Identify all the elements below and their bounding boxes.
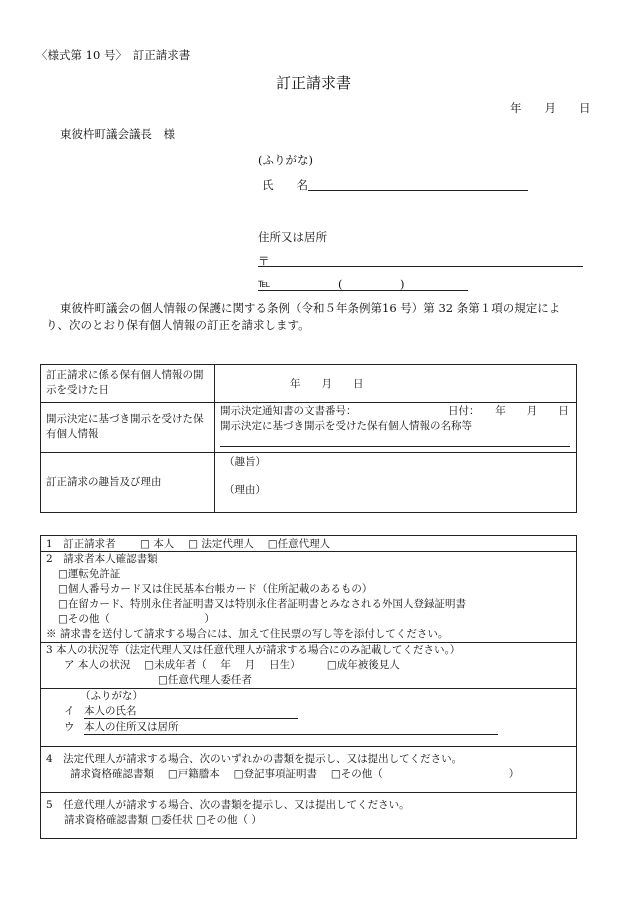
purpose-label: （趣旨） bbox=[224, 456, 266, 468]
section3-title: 3 本人の状況等（法定代理人又は任意代理人が請求する場合にのみ記載してください。） bbox=[46, 644, 461, 656]
postal-mark: 〒 bbox=[258, 254, 270, 268]
addressee: 東彼杵町議会議長 様 bbox=[60, 127, 175, 141]
address-label: 住所又は居所 bbox=[258, 230, 327, 244]
disclosure-date-label: 訂正請求に係る保有個人情報の開示を受けた日 bbox=[46, 369, 204, 396]
name-field[interactable] bbox=[308, 190, 528, 191]
principal-address-marker: ウ bbox=[64, 721, 75, 733]
principal-status-delegator[interactable]: □任意代理人委任者 bbox=[158, 674, 252, 686]
furigana-label: (ふりがな) bbox=[258, 153, 313, 167]
id-option-other[interactable]: □その他（ ） bbox=[58, 613, 215, 625]
section1-requester-type[interactable]: 1 訂正請求者 □ 本人 □ 法定代理人 □任意代理人 bbox=[46, 538, 331, 550]
section2-title: 2 請求者本人確認書類 bbox=[46, 553, 158, 565]
section5-title: 5 任意代理人が請求する場合、次の書類を提示し、又は提出してください。 bbox=[46, 799, 410, 811]
notice-doc-number[interactable]: 開示決定通知書の文書番号： bbox=[220, 405, 357, 417]
principal-status[interactable]: ア 本人の状況 □未成年者（ 年 月 日生） □成年被後見人 bbox=[64, 659, 400, 671]
table2-sep-5 bbox=[40, 792, 577, 793]
table1-divider bbox=[214, 364, 215, 513]
notice-date[interactable]: 日付： 年 月 日 bbox=[448, 405, 569, 417]
reason-label: （理由） bbox=[224, 484, 266, 496]
purpose-reason-label: 訂正請求の趣旨及び理由 bbox=[46, 476, 162, 488]
section2-note: ※ 請求書を送付して請求する場合には、加えて住民票の写し等を添付してください。 bbox=[46, 628, 449, 640]
disclosed-info-name-field[interactable] bbox=[220, 446, 570, 447]
document-title: 訂正請求書 bbox=[276, 74, 352, 92]
form-number-label: 〈様式第 10 号〉 訂正請求書 bbox=[36, 48, 191, 62]
principal-address-label: 本人の住所又は居所 bbox=[84, 721, 179, 733]
name-label: 氏 名 bbox=[262, 178, 308, 192]
date-line: 年 月 日 bbox=[510, 101, 591, 115]
disclosed-info-name: 開示決定に基づき開示を受けた保有個人情報の名称等 bbox=[220, 420, 472, 432]
table1-row-sep-1 bbox=[40, 402, 577, 403]
address-field[interactable] bbox=[258, 266, 583, 267]
principal-name-label: 本人の氏名 bbox=[84, 705, 137, 717]
id-option-mynumber[interactable]: □個人番号カード又は住民基本台帳カード（住所記載のあるもの） bbox=[58, 583, 373, 595]
table1-row-sep-2 bbox=[40, 452, 577, 453]
section5-documents[interactable]: 請求資格確認書類 □委任状 □その他（ ） bbox=[64, 814, 262, 826]
principal-name-marker: イ bbox=[64, 705, 75, 717]
tel-field[interactable] bbox=[258, 290, 468, 291]
table2-sep-4 bbox=[40, 746, 577, 747]
id-option-license[interactable]: □運転免許証 bbox=[58, 568, 121, 580]
id-option-residence-card[interactable]: □在留カード、特別永住者証明書又は特別永住者証明書とみなされる外国人登録証明書 bbox=[58, 598, 466, 610]
principal-furigana-label: （ふりがな） bbox=[80, 690, 143, 702]
disclosure-date-value[interactable]: 年 月 日 bbox=[290, 378, 364, 390]
section4-title: 4 法定代理人が請求する場合、次のいずれかの書類を提示し、又は提出してください。 bbox=[46, 753, 463, 765]
tel-paren: ( ) bbox=[338, 277, 405, 291]
intro-line-1: 東彼杵町議会の個人情報の保護に関する条例（令和５年条例第16 号）第 32 条第１項の規定によ bbox=[60, 301, 561, 315]
disclosed-info-label: 開示決定に基づき開示を受けた保有個人情報 bbox=[46, 413, 204, 440]
requester-info-table bbox=[40, 535, 577, 839]
principal-name-field[interactable] bbox=[84, 718, 298, 719]
intro-line-2: り、次のとおり保有個人情報の訂正を請求します。 bbox=[46, 318, 310, 332]
principal-address-field[interactable] bbox=[84, 734, 498, 735]
tel-mark: ℡ bbox=[258, 276, 271, 290]
section4-documents[interactable]: 請求資格確認書類 □戸籍謄本 □登記事項証明書 □その他（ ） bbox=[70, 768, 520, 780]
